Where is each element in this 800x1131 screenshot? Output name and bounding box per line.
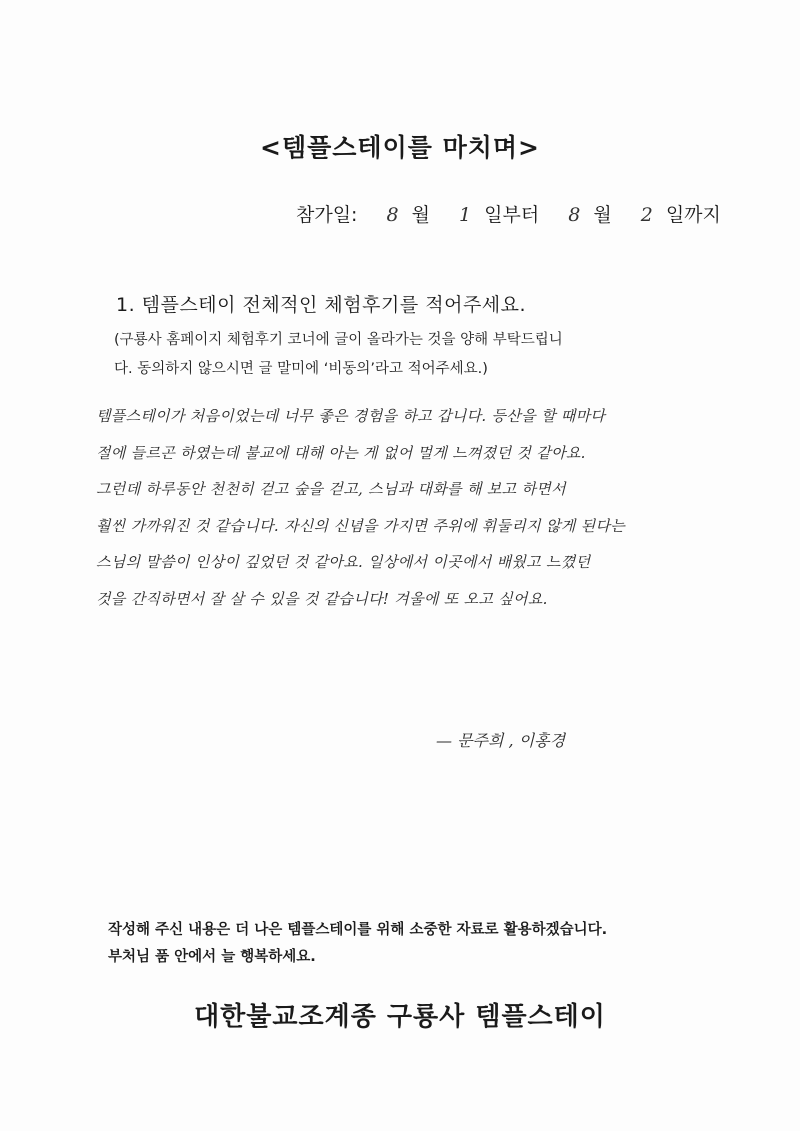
consent-note-line-1: (구룡사 홈페이지 체험후기 코너에 글이 올라가는 것을 양해 부탁드립니: [114, 332, 563, 348]
form-title: <템플스테이를 마치며>: [260, 133, 540, 162]
end-month-unit: 월: [593, 204, 612, 226]
review-line: 것을 간직하면서 잘 살 수 있을 것 같습니다! 겨울에 또 오고 싶어요.: [96, 589, 548, 608]
handwritten-review: [96, 398, 706, 617]
start-month-value: 8: [386, 204, 399, 226]
review-line: 훨씬 가까워진 것 같습니다. 자신의 신념을 가지면 주위에 휘둘리지 않게 된다는: [96, 516, 626, 535]
start-day-unit: 일부터: [484, 204, 540, 226]
signature-names: — 문주희 , 이홍경: [436, 731, 566, 750]
participation-label: 참가일:: [296, 204, 358, 226]
review-line: 절에 들르곤 하였는데 불교에 대해 아는 게 없어 멀게 느껴졌던 것 같아요.: [96, 443, 586, 462]
question-1: 1. 템플스테이 전체적인 체험후기를 적어주세요.: [116, 294, 527, 316]
review-line: 스님의 말씀이 인상이 깊었던 것 같아요. 일상에서 이곳에서 배웠고 느꼈던: [96, 553, 591, 571]
end-month-value: 8: [568, 204, 581, 226]
end-day-unit: 일까지: [665, 204, 721, 226]
consent-note-line-2: 다. 동의하지 않으시면 글 말미에 ‘비동의’라고 적어주세요.): [114, 361, 488, 377]
start-day-value: 1: [459, 204, 472, 226]
footer-message: [108, 917, 607, 971]
review-line: 그런데 하루동안 천천히 걷고 숲을 걷고, 스님과 대화를 해 보고 하면서: [96, 480, 566, 498]
footer-line-1: 작성해 주신 내용은 더 나은 템플스테이를 위해 소중한 자료로 활용하겠습니다.: [108, 922, 608, 938]
footer-line-2: 부처님 품 안에서 늘 행복하세요.: [108, 949, 316, 965]
review-line: 템플스테이가 처음이었는데 너무 좋은 경험을 하고 갑니다. 등산을 할 때마다: [96, 407, 606, 425]
participation-dates: [296, 200, 721, 227]
organization-name: 대한불교조계종 구룡사 템플스테이: [194, 1002, 606, 1032]
end-day-value: 2: [640, 204, 653, 226]
consent-note: [114, 326, 704, 384]
start-month-unit: 월: [411, 204, 430, 226]
